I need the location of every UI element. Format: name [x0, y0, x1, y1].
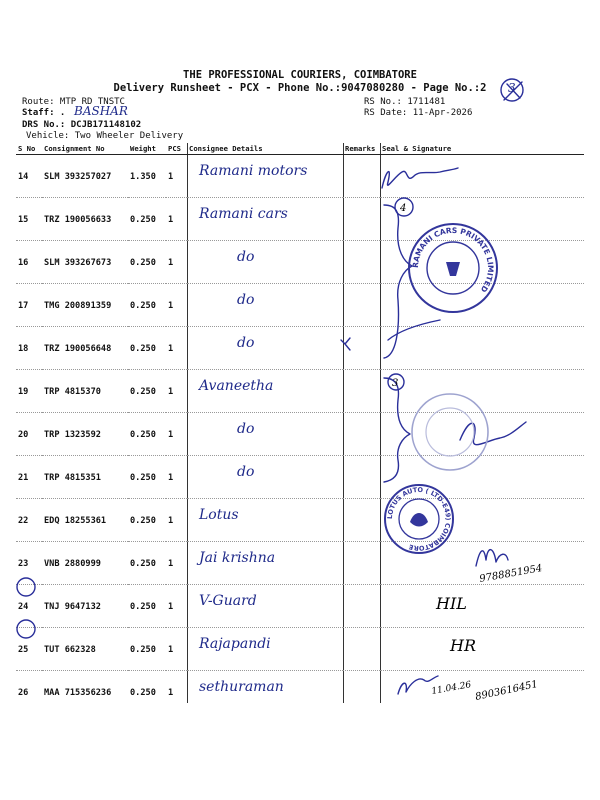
row-pcs: 1 — [166, 585, 187, 628]
count-label: 3 — [392, 378, 399, 389]
signature-initials: HR — [450, 636, 476, 655]
row-sno: 23 — [16, 542, 42, 585]
row-pcs: 1 — [166, 499, 187, 542]
row-weight: 0.250 — [130, 688, 156, 698]
row-pcs: 1 — [166, 327, 187, 370]
row-sno: 22 — [16, 499, 42, 542]
staff-label: Staff: . — [22, 108, 66, 118]
row-sno: 19 — [16, 370, 42, 413]
row-consignment: SLM 393267673 — [42, 241, 128, 284]
row-weight: 0.250 — [128, 456, 166, 499]
row-sno: 21 — [16, 456, 42, 499]
company-seal-ramani — [409, 224, 497, 312]
row-sno: 14 — [16, 155, 42, 198]
row-pcs: 1 — [166, 456, 187, 499]
row-weight: 0.250 — [128, 628, 166, 671]
col-seal: Seal & Signature — [380, 143, 584, 155]
row-weight: 0.250 — [128, 413, 166, 456]
count-label: 4 — [400, 203, 407, 214]
consignee-handwriting: Jai krishna — [199, 550, 276, 566]
row-sno: 17 — [16, 284, 42, 327]
row-pcs: 1 — [166, 628, 187, 671]
col-remarks: Remarks — [343, 143, 380, 155]
row-consignment: TRZ 190056648 — [42, 327, 128, 370]
row-consignment: TRP 4815351 — [42, 456, 128, 499]
row-consignment: TRP 4815370 — [42, 370, 128, 413]
col-consignee: Consignee Details — [187, 143, 343, 155]
col-pcs: PCS — [166, 143, 187, 155]
vehicle-label: Vehicle: Two Wheeler Delivery — [26, 131, 184, 141]
row-pcs: 1 — [168, 688, 174, 698]
phone-note: 8903616451 — [474, 678, 539, 703]
row-pcs: 1 — [166, 198, 187, 241]
row-sno: 20 — [16, 413, 42, 456]
consignee-handwriting: do — [237, 249, 255, 265]
row-pcs: 1 — [166, 241, 187, 284]
consignee-handwriting: do — [237, 292, 255, 308]
runsheet-subtitle: Delivery Runsheet - PCX - Phone No.:9047080280 - Page No.:2 — [113, 82, 487, 94]
group-brace — [384, 378, 410, 482]
consignee-handwriting: do — [237, 464, 255, 480]
row-circle-mark — [17, 578, 35, 596]
row-sno: 26 — [18, 688, 29, 698]
consignee-handwriting: Rajapandi — [199, 636, 271, 652]
company-title: THE PROFESSIONAL COURIERS, COIMBATORE — [183, 69, 417, 81]
staff-name: BASHAR — [74, 104, 128, 118]
row-weight: 0.250 — [128, 370, 166, 413]
row-sno: 15 — [16, 198, 42, 241]
consignee-handwriting: Ramani motors — [199, 163, 308, 179]
svg-text:LOTUS AUTO ( LTD-E49) COIMBATO: LOTUS AUTO ( LTD-E49) COIMBATORE — [385, 485, 453, 553]
group-brace — [384, 205, 412, 358]
row-weight: 0.250 — [128, 499, 166, 542]
row-circle-mark — [17, 620, 35, 638]
drs-number: DRS No.: DCJB171148102 — [22, 120, 142, 130]
row-pcs: 1 — [166, 542, 187, 585]
col-consignment: Consignment No — [42, 143, 128, 155]
route-label: Route: MTP RD TNSTC — [22, 97, 125, 107]
row-consignment: TRP 1323592 — [42, 413, 128, 456]
signature-initials: HIL — [436, 594, 467, 613]
consignee-handwriting: Ramani cars — [199, 206, 288, 222]
row-consignment: TUT 662328 — [42, 628, 128, 671]
row-consignment: VNB 2880999 — [42, 542, 128, 585]
col-weight: Weight — [128, 143, 166, 155]
row-consignment: TNJ 9647132 — [42, 585, 128, 628]
date-note: 11.04.26 — [430, 680, 472, 697]
consignee-handwriting: sethuraman — [199, 679, 284, 695]
row-sno: 16 — [16, 241, 42, 284]
row-weight: 0.250 — [128, 585, 166, 628]
row-consignment: TRZ 190056633 — [42, 198, 128, 241]
signature-scribble — [460, 422, 526, 445]
consignee-handwriting: V-Guard — [199, 593, 257, 609]
row-consignment: SLM 393257027 — [42, 155, 128, 198]
row-pcs: 1 — [166, 413, 187, 456]
phone-note: 9788851954 — [478, 563, 544, 585]
consignee-handwriting: Lotus — [199, 507, 239, 523]
row-sno: 18 — [16, 327, 42, 370]
row-pcs: 1 — [166, 370, 187, 413]
row-consignment: TMG 200891359 — [42, 284, 128, 327]
rs-date: RS Date: 11-Apr-2026 — [364, 108, 473, 118]
rs-number: RS No.: 1711481 — [364, 97, 446, 107]
row-weight: 0.250 — [128, 198, 166, 241]
signature-stroke — [388, 320, 440, 340]
row-sno: 24 — [16, 585, 42, 628]
row-sno: 25 — [16, 628, 42, 671]
svg-text:RAMANI CARS PRIVATE LIMITED: RAMANI CARS PRIVATE LIMITED — [410, 225, 496, 294]
consignee-handwriting: do — [237, 421, 255, 437]
row-weight: 0.250 — [128, 241, 166, 284]
company-seal-lotus — [385, 485, 453, 553]
row-consignment: EDQ 18255361 — [42, 499, 128, 542]
row-consignment: MAA 715356236 — [44, 688, 112, 698]
row-weight: 1.350 — [128, 155, 166, 198]
consignee-handwriting: Avaneetha — [199, 378, 274, 394]
page-note-mark: 3 — [498, 76, 528, 106]
row-pcs: 1 — [166, 284, 187, 327]
row-weight: 0.250 — [128, 327, 166, 370]
row-weight: 0.250 — [128, 284, 166, 327]
faded-seal — [412, 394, 488, 470]
row-pcs: 1 — [166, 155, 187, 198]
remark-mark — [341, 338, 350, 350]
col-sno: S No — [16, 143, 42, 155]
signature-scribble — [476, 550, 508, 566]
signature-scribble — [382, 168, 458, 188]
row-weight: 0.250 — [128, 542, 166, 585]
consignee-handwriting: do — [237, 335, 255, 351]
